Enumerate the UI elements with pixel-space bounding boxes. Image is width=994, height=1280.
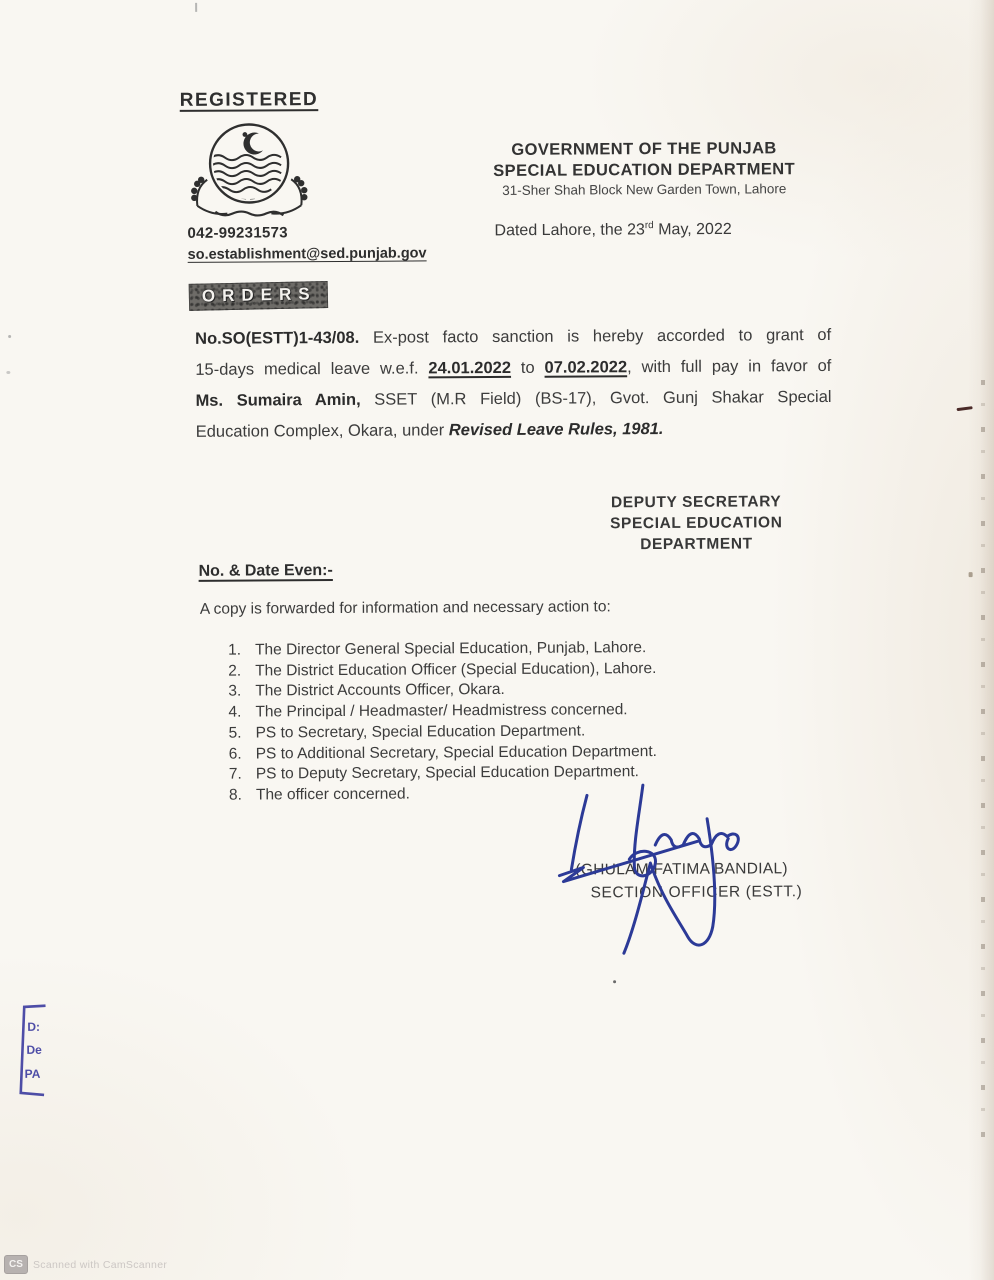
order-paragraph bbox=[195, 320, 832, 448]
page-edge-speckles bbox=[981, 380, 985, 1140]
paragraph-line-1 bbox=[195, 320, 831, 355]
officer-name: Ms. Sumaira Amin, bbox=[195, 390, 361, 410]
partial-stamp bbox=[10, 998, 53, 1106]
item-number: 7. bbox=[228, 765, 242, 783]
scan-artifact bbox=[195, 3, 197, 12]
stamp-text-fragment: PA bbox=[24, 1066, 41, 1081]
authority-department: SPECIAL EDUCATION bbox=[610, 514, 783, 533]
body-text: Education Complex, Okara, under bbox=[195, 421, 449, 441]
item-number: 2. bbox=[228, 662, 242, 680]
date-prefix: Dated Lahore, the 23 bbox=[494, 221, 645, 240]
department-address: 31-Sher Shah Block New Garden Town, Lahore bbox=[502, 181, 787, 198]
government-title: GOVERNMENT OF THE PUNJAB bbox=[511, 139, 777, 159]
leave-start-date: 24.01.2022 bbox=[428, 358, 512, 378]
signatory-title: SECTION OFFICER (ESTT.) bbox=[590, 883, 803, 902]
stamp-text-fragment: D: bbox=[27, 1019, 41, 1034]
body-text: 15-days medical leave w.e.f. bbox=[195, 359, 429, 379]
camscanner-icon: CS bbox=[4, 1255, 28, 1274]
item-text: PS to Secretary, Special Education Department. bbox=[255, 722, 586, 742]
body-text: Ex-post facto sanction is hereby accorded to grant of bbox=[359, 325, 832, 347]
phone-number: 042-99231573 bbox=[187, 224, 288, 242]
email-address: so.establishment@sed.punjab.gov bbox=[187, 245, 427, 263]
signatory-name: (GHULAM FATIMA BANDIAL) bbox=[575, 860, 788, 879]
item-number: 4. bbox=[228, 703, 242, 721]
scan-artifact bbox=[8, 335, 11, 338]
punjab-emblem-logo bbox=[185, 117, 314, 220]
date-ordinal: rd bbox=[644, 220, 654, 232]
orders-stamp: ORDERS bbox=[189, 281, 328, 311]
item-text: The District Education Officer (Special Education), Lahore. bbox=[255, 659, 657, 680]
body-text: , with full pay in favor of bbox=[627, 356, 832, 377]
scan-artifact bbox=[613, 980, 616, 983]
leave-rules-reference: Revised Leave Rules, 1981. bbox=[448, 419, 664, 440]
item-text: The Principal / Headmaster/ Headmistress concerned. bbox=[255, 701, 628, 721]
item-text: PS to Additional Secretary, Special Education Department. bbox=[255, 742, 657, 762]
body-text: SSET (M.R Field) (BS-17), Gvot. Gunj Shakar Special bbox=[360, 387, 832, 409]
authority-department-2: DEPARTMENT bbox=[640, 535, 753, 554]
body-text: to bbox=[510, 358, 545, 377]
scan-artifact bbox=[6, 371, 10, 374]
date-line bbox=[494, 220, 731, 241]
distribution-heading: No. & Date Even:- bbox=[198, 562, 333, 580]
item-text: The Director General Special Education, Punjab, Lahore. bbox=[255, 639, 647, 659]
camscanner-watermark: Scanned with CamScanner bbox=[33, 1259, 168, 1271]
authority-title: DEPUTY SECRETARY bbox=[610, 493, 782, 512]
item-text: The officer concerned. bbox=[255, 785, 410, 804]
item-text: The District Accounts Officer, Okara. bbox=[255, 681, 505, 700]
department-title: SPECIAL EDUCATION DEPARTMENT bbox=[493, 160, 796, 181]
stamp-text-fragment: De bbox=[26, 1042, 42, 1057]
item-text: PS to Deputy Secretary, Special Education Department. bbox=[255, 763, 639, 783]
item-number: 6. bbox=[228, 745, 242, 763]
date-suffix: May, 2022 bbox=[653, 220, 732, 239]
authority-signature-block bbox=[571, 491, 821, 556]
item-number: 8. bbox=[228, 786, 242, 804]
paragraph-line-4 bbox=[196, 413, 832, 448]
paragraph-line-3 bbox=[195, 382, 831, 417]
leave-end-date: 07.02.2022 bbox=[544, 358, 628, 377]
paragraph-line-2 bbox=[195, 351, 831, 386]
registered-label: REGISTERED bbox=[179, 89, 319, 111]
signature-ink bbox=[549, 776, 765, 962]
reference-number: No.SO(ESTT)1-43/08. bbox=[195, 328, 360, 348]
item-number: 3. bbox=[228, 682, 242, 701]
letterhead bbox=[444, 138, 844, 198]
distribution-intro: A copy is forwarded for information and necessary action to: bbox=[199, 598, 611, 618]
item-number: 5. bbox=[228, 724, 242, 742]
item-number: 1. bbox=[228, 641, 242, 659]
